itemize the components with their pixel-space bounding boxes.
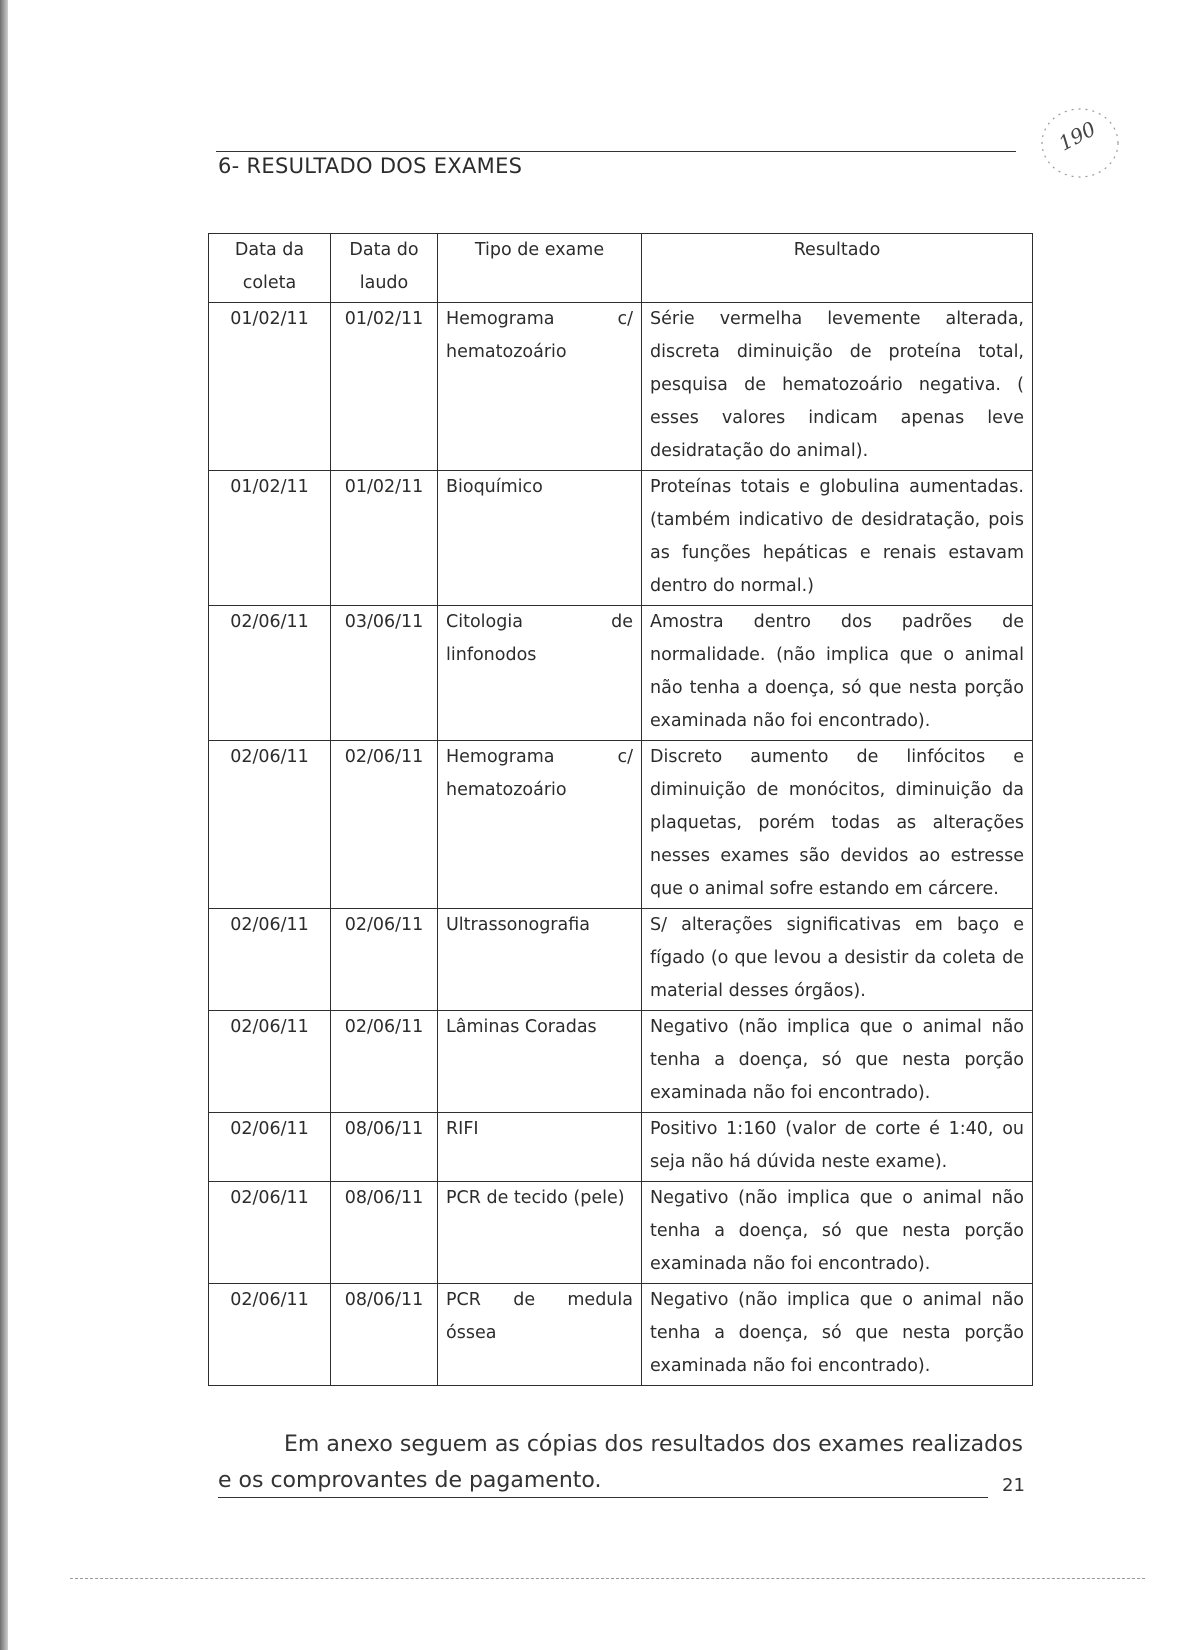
stamp-number: 190 <box>1054 116 1100 156</box>
section-title: 6- RESULTADO DOS EXAMES <box>218 154 523 178</box>
header-data-laudo: Data do laudo <box>331 234 438 303</box>
cell-data-laudo: 01/02/11 <box>331 303 438 471</box>
table-row <box>209 909 1033 1011</box>
table-row <box>209 1113 1033 1182</box>
cell-data-laudo: 03/06/11 <box>331 606 438 741</box>
conclusion-paragraph: Em anexo seguem as cópias dos resultados dos exames realizados e os comprovantes de pagamento. <box>218 1432 1023 1493</box>
cell-tipo-exame: Ultrassonografia <box>438 909 642 1011</box>
exam-results-table <box>208 233 1033 1386</box>
cell-data-coleta: 02/06/11 <box>209 1113 331 1182</box>
header-tipo-exame: Tipo de exame <box>438 234 642 303</box>
cell-tipo-exame: PCR de medula óssea <box>438 1284 642 1386</box>
cell-data-coleta: 02/06/11 <box>209 741 331 909</box>
cell-data-coleta: 02/06/11 <box>209 1284 331 1386</box>
cell-resultado: Amostra dentro dos padrões de normalidade. (não implica que o animal não tenha a doença, só que nesta porção examinada não foi encontrado). <box>642 606 1033 741</box>
cell-data-laudo: 08/06/11 <box>331 1182 438 1284</box>
cell-tipo-exame: PCR de tecido (pele) <box>438 1182 642 1284</box>
scan-left-edge <box>0 0 8 1650</box>
header-resultado: Resultado <box>642 234 1033 303</box>
table-header-row <box>209 234 1033 303</box>
table-row <box>209 741 1033 909</box>
table-row <box>209 1182 1033 1284</box>
table-row <box>209 1284 1033 1386</box>
cell-data-laudo: 01/02/11 <box>331 471 438 606</box>
cell-tipo-exame: RIFI <box>438 1113 642 1182</box>
cell-data-coleta: 02/06/11 <box>209 909 331 1011</box>
cell-resultado: Negativo (não implica que o animal não tenha a doença, só que nesta porção examinada não foi encontrado). <box>642 1182 1033 1284</box>
cell-data-laudo: 08/06/11 <box>331 1284 438 1386</box>
table-row <box>209 303 1033 471</box>
footer-rule <box>218 1497 988 1498</box>
cell-data-laudo: 02/06/11 <box>331 741 438 909</box>
cell-data-coleta: 02/06/11 <box>209 606 331 741</box>
cell-data-coleta: 02/06/11 <box>209 1182 331 1284</box>
table-row <box>209 1011 1033 1113</box>
scan-artifact-line <box>70 1578 1145 1579</box>
cell-resultado: S/ alterações significativas em baço e fígado (o que levou a desistir da coleta de material desses órgãos). <box>642 909 1033 1011</box>
table-row <box>209 606 1033 741</box>
cell-resultado: Positivo 1:160 (valor de corte é 1:40, ou seja não há dúvida neste exame). <box>642 1113 1033 1182</box>
cell-tipo-exame: Citologia de linfonodos <box>438 606 642 741</box>
cell-data-coleta: 01/02/11 <box>209 303 331 471</box>
cell-resultado: Proteínas totais e globulina aumentadas. (também indicativo de desidratação, pois as funções hepáticas e renais estavam dentro do normal.) <box>642 471 1033 606</box>
header-rule <box>216 151 1016 152</box>
cell-tipo-exame: Bioquímico <box>438 471 642 606</box>
cell-data-laudo: 08/06/11 <box>331 1113 438 1182</box>
cell-data-laudo: 02/06/11 <box>331 1011 438 1113</box>
cell-resultado: Discreto aumento de linfócitos e diminuição de monócitos, diminuição da plaquetas, porém todas as alterações nesses exames são devidos ao estresse que o animal sofre estando em cárcere. <box>642 741 1033 909</box>
cell-data-coleta: 02/06/11 <box>209 1011 331 1113</box>
cell-resultado: Série vermelha levemente alterada, discreta diminuição de proteína total, pesquisa de hematozoário negativa. ( esses valores indicam apenas leve desidratação do animal). <box>642 303 1033 471</box>
cell-resultado: Negativo (não implica que o animal não tenha a doença, só que nesta porção examinada não foi encontrado). <box>642 1011 1033 1113</box>
cell-resultado: Negativo (não implica que o animal não tenha a doença, só que nesta porção examinada não foi encontrado). <box>642 1284 1033 1386</box>
cell-tipo-exame: Hemograma c/ hematozoário <box>438 303 642 471</box>
table-row <box>209 471 1033 606</box>
header-data-coleta: Data da coleta <box>209 234 331 303</box>
cell-tipo-exame: Lâminas Coradas <box>438 1011 642 1113</box>
page-number: 21 <box>1002 1475 1025 1496</box>
cell-data-coleta: 01/02/11 <box>209 471 331 606</box>
cell-data-laudo: 02/06/11 <box>331 909 438 1011</box>
cell-tipo-exame: Hemograma c/ hematozoário <box>438 741 642 909</box>
